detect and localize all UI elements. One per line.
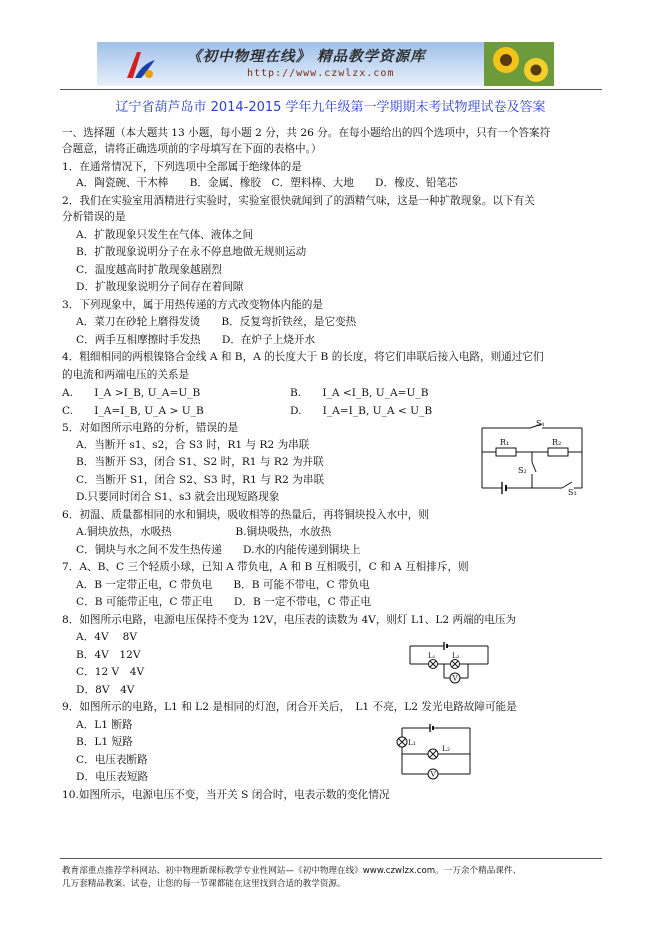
q2-option-b: B．扩散现象说明分子在永不停息地做无规则运动 bbox=[76, 246, 307, 258]
q5-option-b: B．当断开 S3，闭合 S1、S2 时，R1 与 R2 为并联 bbox=[76, 456, 324, 468]
q8-circuit-diagram bbox=[408, 640, 490, 686]
banner-title: 《初中物理在线》 精品教学资源库 bbox=[187, 48, 426, 65]
fig5-label-s3: S₃ bbox=[568, 488, 577, 496]
page-title: 辽宁省葫芦岛市 2014-2015 学年九年级第一学期期末考试物理试卷及答案 bbox=[115, 100, 546, 115]
header-banner bbox=[97, 42, 554, 86]
q5-circuit-diagram bbox=[478, 418, 586, 496]
q5-option-a: A．当断开 s1、s2，合 S3 时，R1 与 R2 为串联 bbox=[76, 439, 310, 451]
question-5: 5．对如图所示电路的分析，错误的是 bbox=[62, 422, 239, 434]
q4-option-b: B. I_A <I_B, U_A=U_B bbox=[290, 387, 429, 399]
fig9-voltmeter-label: V bbox=[430, 769, 436, 779]
question-3: 3．下列现象中，属于用热传递的方式改变物体内能的是 bbox=[62, 299, 323, 311]
q8-option-d: D．8V 4V bbox=[76, 684, 135, 696]
q9-option-c: C．电压表断路 bbox=[76, 754, 148, 766]
fig8-voltmeter-label: V bbox=[452, 674, 458, 683]
q4-option-d: D. I_A=I_B, U_A < U_B bbox=[290, 405, 433, 417]
q4-option-c: C. I_A=I_B, U_A > U_B bbox=[62, 405, 204, 417]
footer-line1: 教育部重点推荐学科网站、初中物理新课标教学专业性网站—《初中物理在线》www.czwlzx.com。一万余个精品课件、 bbox=[62, 866, 522, 876]
q6-options-ab: A.铜块放热，水吸热 B.铜块吸热，水放热 bbox=[76, 526, 332, 538]
czwlzx-logo bbox=[123, 48, 157, 82]
fig5-label-r2: R₂ bbox=[552, 438, 562, 447]
q7-options-cd: C．B 可能带正电，C 带正电 D．B 一定不带电，C 带正电 bbox=[76, 596, 371, 608]
q9-option-d: D．电压表短路 bbox=[76, 771, 149, 783]
q2-option-d: D．扩散现象说明分子间存在着间隙 bbox=[76, 281, 244, 293]
q8-option-c: C．12 V 4V bbox=[76, 666, 145, 678]
fig8-label-l1: L₁ bbox=[428, 652, 436, 660]
q3-options-ab: A．菜刀在砂轮上磨得发烫 B．反复弯折铁丝，是它变热 bbox=[76, 316, 357, 328]
section-intro-line2: 合题意，请将正确选项前的字母填写在下面的表格中。） bbox=[62, 143, 322, 155]
fig5-label-r1: R₁ bbox=[500, 438, 510, 447]
fig9-label-l1: L₁ bbox=[408, 738, 416, 747]
sunflower-icon bbox=[484, 42, 554, 86]
q8-option-a: A．4V 8V bbox=[76, 631, 137, 643]
fig5-label-s2: S₂ bbox=[518, 466, 527, 475]
question-4-cont: 的电流和两端电压的关系是 bbox=[62, 369, 190, 381]
q2-option-a: A．扩散现象只发生在气体、液体之间 bbox=[76, 229, 254, 241]
question-4: 4．粗细相同的两根镍铬合金线 A 和 B，A 的长度大于 B 的长度，将它们串联后接入电路，则通过它们 bbox=[62, 351, 544, 363]
fig9-label-l2: L₂ bbox=[442, 744, 450, 753]
fig5-label-s1: S₁ bbox=[536, 419, 545, 428]
q4-option-a: A. I_A >I_B, U_A=U_B bbox=[62, 387, 201, 399]
q9-option-b: B．L1 短路 bbox=[76, 736, 133, 748]
q2-option-c: C．温度越高时扩散现象越剧烈 bbox=[76, 264, 222, 276]
q3-options-cd: C．两手互相摩擦时手发热 D．在炉子上烧开水 bbox=[76, 334, 316, 346]
q6-options-cd: C．铜块与水之间不发生热传递 D.水的内能传递到铜块上 bbox=[76, 544, 361, 556]
header-rule bbox=[60, 89, 602, 90]
q8-option-b: B．4V 12V bbox=[76, 649, 141, 661]
q5-option-d: D.只要同时闭合 S1、s3 就会出现短路现象 bbox=[76, 491, 280, 503]
q5-option-c: C．当断开 S1，闭合 S2、S3 时，R1 与 R2 为串联 bbox=[76, 474, 325, 486]
question-10: 10.如图所示，电源电压不变，当开关 S 闭合时，电表示数的变化情况 bbox=[62, 789, 390, 801]
q1-options: A．陶瓷碗、干木棒 B．金属、橡胶 C．塑料棒、大地 D．橡皮、铅笔芯 bbox=[76, 177, 458, 189]
question-2-cont: 分析错误的是 bbox=[62, 211, 126, 223]
footer-line2: 几万套精品教案、试卷，让您的每一节课都能在这里找到合适的教学资源。 bbox=[62, 879, 346, 889]
banner-url[interactable]: http://www.czwlzx.com bbox=[247, 68, 395, 79]
question-6: 6．初温、质量都相同的水和铜块，吸收相等的热量后，再将铜块投入水中，则 bbox=[62, 509, 429, 521]
question-2: 2．我们在实验室用酒精进行实验时，实验室很快就闻到了的酒精气味，这是一种扩散现象。以下有关 bbox=[62, 195, 535, 207]
q9-circuit-diagram bbox=[394, 722, 476, 780]
q9-option-a: A．L1 断路 bbox=[76, 719, 133, 731]
footer-rule bbox=[60, 858, 602, 859]
question-9: 9．如图所示的电路，L1 和 L2 是相同的灯泡，闭合开关后， L1 不亮，L2 发光电路故障可能是 bbox=[62, 701, 517, 713]
question-8: 8．如图所示电路，电源电压保持不变为 12V，电压表的读数为 4V，则灯 L1、L2 两端的电压为 bbox=[62, 614, 517, 626]
question-7: 7．A、B、C 三个轻质小球，已知 A 带负电，A 和 B 互相吸引，C 和 A 互相排斥，则 bbox=[62, 561, 469, 573]
q7-options-ab: A．B 一定带正电，C 带负电 B．B 可能不带电，C 带负电 bbox=[76, 579, 370, 591]
question-1: 1．在通常情况下，下列选项中全部属于绝缘体的是 bbox=[62, 161, 302, 173]
section-intro-line1: 一、选择题（本大题共 13 小题，每小题 2 分，共 26 分。在每小题给出的四个选项中，只有一个答案符 bbox=[62, 127, 551, 139]
fig8-label-l2: L₂ bbox=[452, 652, 460, 660]
